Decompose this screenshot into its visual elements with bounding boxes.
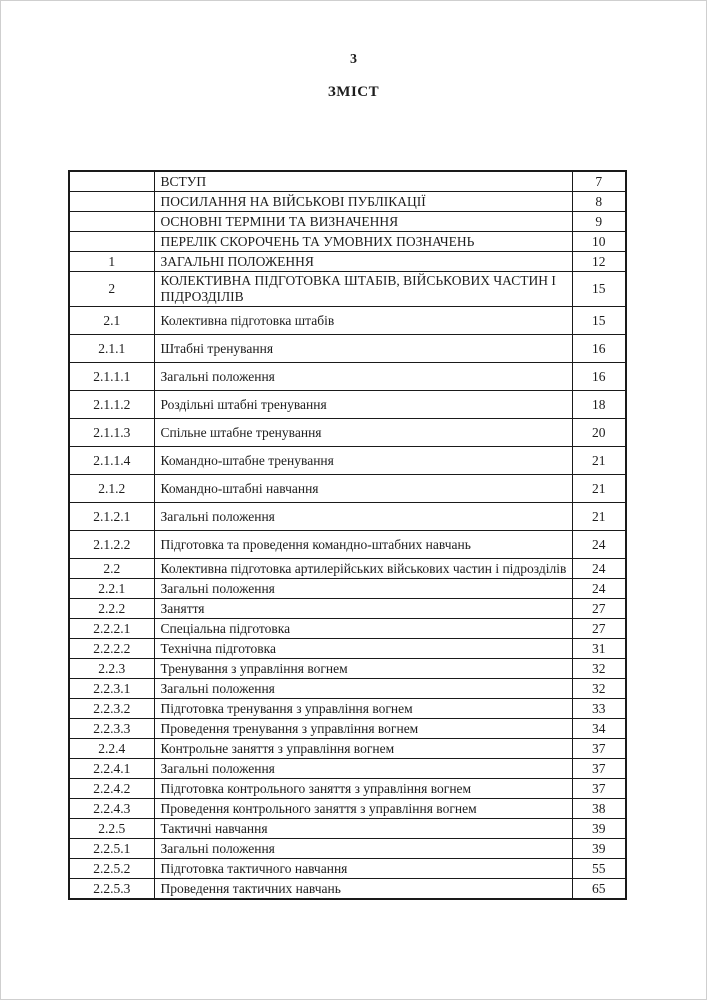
toc-title-cell: Підготовка контрольного заняття з управління вогнем bbox=[154, 779, 572, 799]
toc-page-cell: 7 bbox=[572, 171, 626, 192]
toc-num-cell: 2.2.4.2 bbox=[69, 779, 154, 799]
toc-row bbox=[69, 252, 626, 272]
toc-title-cell: Підготовка тактичного навчання bbox=[154, 859, 572, 879]
toc-num-cell: 2.2.2.1 bbox=[69, 619, 154, 639]
toc-title-cell: Технічна підготовка bbox=[154, 639, 572, 659]
toc-page-cell: 32 bbox=[572, 679, 626, 699]
toc-row bbox=[69, 171, 626, 192]
toc-num-cell: 2.2.5 bbox=[69, 819, 154, 839]
page-number: 3 bbox=[350, 52, 357, 67]
toc-title-cell: ЗАГАЛЬНІ ПОЛОЖЕННЯ bbox=[154, 252, 572, 272]
toc-page-cell: 24 bbox=[572, 531, 626, 559]
toc-page-cell: 55 bbox=[572, 859, 626, 879]
toc-table bbox=[68, 170, 627, 900]
toc-title-cell: Командно-штабні навчання bbox=[154, 475, 572, 503]
toc-title-cell: Загальні положення bbox=[154, 679, 572, 699]
toc-page-cell: 9 bbox=[572, 212, 626, 232]
toc-page-cell: 18 bbox=[572, 391, 626, 419]
toc-num-cell: 2.1.1.3 bbox=[69, 419, 154, 447]
toc-title-cell: ВСТУП bbox=[154, 171, 572, 192]
toc-page-cell: 38 bbox=[572, 799, 626, 819]
toc-title-cell: Загальні положення bbox=[154, 579, 572, 599]
toc-title-cell: КОЛЕКТИВНА ПІДГОТОВКА ШТАБІВ, ВІЙСЬКОВИХ ЧАСТИН І ПІДРОЗДІЛІВ bbox=[154, 272, 572, 307]
toc-page-cell: 27 bbox=[572, 599, 626, 619]
toc-page-cell: 39 bbox=[572, 839, 626, 859]
toc-row bbox=[69, 447, 626, 475]
toc-num-cell: 2.2 bbox=[69, 559, 154, 579]
toc-title-cell: Загальні положення bbox=[154, 759, 572, 779]
toc-row bbox=[69, 759, 626, 779]
toc-title-cell: ПОСИЛАННЯ НА ВІЙСЬКОВІ ПУБЛІКАЦІЇ bbox=[154, 192, 572, 212]
toc-title-cell: ПЕРЕЛІК СКОРОЧЕНЬ ТА УМОВНИХ ПОЗНАЧЕНЬ bbox=[154, 232, 572, 252]
toc-num-cell: 2.1.1.2 bbox=[69, 391, 154, 419]
toc-row bbox=[69, 779, 626, 799]
toc-title-cell: ОСНОВНІ ТЕРМІНИ ТА ВИЗНАЧЕННЯ bbox=[154, 212, 572, 232]
toc-num-cell: 2 bbox=[69, 272, 154, 307]
toc-title-cell: Проведення контрольного заняття з управління вогнем bbox=[154, 799, 572, 819]
toc-title-cell: Загальні положення bbox=[154, 839, 572, 859]
toc-page-cell: 16 bbox=[572, 335, 626, 363]
toc-num-cell: 2.2.4 bbox=[69, 739, 154, 759]
toc-num-cell bbox=[69, 171, 154, 192]
toc-title-cell: Роздільні штабні тренування bbox=[154, 391, 572, 419]
toc-title-cell: Загальні положення bbox=[154, 503, 572, 531]
toc-page-cell: 15 bbox=[572, 272, 626, 307]
toc-row bbox=[69, 859, 626, 879]
toc-page-cell: 10 bbox=[572, 232, 626, 252]
toc-title-cell: Проведення тренування з управління вогнем bbox=[154, 719, 572, 739]
toc-page-cell: 20 bbox=[572, 419, 626, 447]
toc-row bbox=[69, 699, 626, 719]
toc-num-cell: 2.2.3 bbox=[69, 659, 154, 679]
toc-row bbox=[69, 799, 626, 819]
toc-page-cell: 16 bbox=[572, 363, 626, 391]
toc-page-cell: 12 bbox=[572, 252, 626, 272]
toc-title-cell: Контрольне заняття з управління вогнем bbox=[154, 739, 572, 759]
toc-row bbox=[69, 559, 626, 579]
toc-num-cell: 2.1.1.1 bbox=[69, 363, 154, 391]
toc-num-cell: 2.2.5.1 bbox=[69, 839, 154, 859]
toc-title-cell: Тактичні навчання bbox=[154, 819, 572, 839]
toc-title-cell: Загальні положення bbox=[154, 363, 572, 391]
toc-row bbox=[69, 879, 626, 900]
toc-title-cell: Тренування з управління вогнем bbox=[154, 659, 572, 679]
toc-row bbox=[69, 192, 626, 212]
toc-page-cell: 34 bbox=[572, 719, 626, 739]
toc-num-cell: 1 bbox=[69, 252, 154, 272]
toc-num-cell: 2.1.2.1 bbox=[69, 503, 154, 531]
toc-row bbox=[69, 503, 626, 531]
toc-page-cell: 15 bbox=[572, 307, 626, 335]
toc-row bbox=[69, 419, 626, 447]
toc-num-cell: 2.2.5.2 bbox=[69, 859, 154, 879]
toc-row bbox=[69, 212, 626, 232]
toc-num-cell bbox=[69, 212, 154, 232]
toc-num-cell: 2.2.2.2 bbox=[69, 639, 154, 659]
toc-row bbox=[69, 819, 626, 839]
toc-page-cell: 65 bbox=[572, 879, 626, 900]
toc-row bbox=[69, 719, 626, 739]
toc-row bbox=[69, 531, 626, 559]
toc-title-cell: Спільне штабне тренування bbox=[154, 419, 572, 447]
toc-num-cell: 2.1.2 bbox=[69, 475, 154, 503]
toc-title-cell: Заняття bbox=[154, 599, 572, 619]
toc-body bbox=[69, 171, 626, 899]
toc-title-cell: Командно-штабне тренування bbox=[154, 447, 572, 475]
doc-title: ЗМІСТ bbox=[327, 84, 380, 100]
toc-title-cell: Спеціальна підготовка bbox=[154, 619, 572, 639]
toc-num-cell: 2.2.3.3 bbox=[69, 719, 154, 739]
toc-title-cell: Підготовка та проведення командно-штабних навчань bbox=[154, 531, 572, 559]
toc-row bbox=[69, 579, 626, 599]
toc-row bbox=[69, 391, 626, 419]
toc-num-cell: 2.2.3.1 bbox=[69, 679, 154, 699]
toc-page-cell: 37 bbox=[572, 779, 626, 799]
toc-num-cell: 2.1.1 bbox=[69, 335, 154, 363]
toc-num-cell: 2.2.1 bbox=[69, 579, 154, 599]
toc-num-cell: 2.2.3.2 bbox=[69, 699, 154, 719]
toc-row bbox=[69, 619, 626, 639]
toc-page-cell: 27 bbox=[572, 619, 626, 639]
toc-num-cell bbox=[69, 192, 154, 212]
toc-title-cell: Колективна підготовка артилерійських військових частин і підрозділів bbox=[154, 559, 572, 579]
toc-row bbox=[69, 739, 626, 759]
toc-row bbox=[69, 475, 626, 503]
toc-row bbox=[69, 363, 626, 391]
toc-row bbox=[69, 307, 626, 335]
toc-num-cell: 2.2.4.3 bbox=[69, 799, 154, 819]
toc-num-cell bbox=[69, 232, 154, 252]
toc-row bbox=[69, 272, 626, 307]
toc-row bbox=[69, 659, 626, 679]
toc-row bbox=[69, 839, 626, 859]
toc-row bbox=[69, 599, 626, 619]
toc-page-cell: 21 bbox=[572, 475, 626, 503]
toc-page-cell: 24 bbox=[572, 559, 626, 579]
toc-title-cell: Проведення тактичних навчань bbox=[154, 879, 572, 900]
toc-page-cell: 31 bbox=[572, 639, 626, 659]
toc-row bbox=[69, 335, 626, 363]
toc-row bbox=[69, 679, 626, 699]
toc-page-cell: 37 bbox=[572, 759, 626, 779]
toc-page-cell: 33 bbox=[572, 699, 626, 719]
toc-title-cell: Колективна підготовка штабів bbox=[154, 307, 572, 335]
toc-row bbox=[69, 639, 626, 659]
toc-title-cell: Штабні тренування bbox=[154, 335, 572, 363]
toc-page-cell: 24 bbox=[572, 579, 626, 599]
toc-title-cell: Підготовка тренування з управління вогнем bbox=[154, 699, 572, 719]
toc-num-cell: 2.1.1.4 bbox=[69, 447, 154, 475]
toc-page-cell: 32 bbox=[572, 659, 626, 679]
toc-page-cell: 39 bbox=[572, 819, 626, 839]
toc-num-cell: 2.2.4.1 bbox=[69, 759, 154, 779]
toc-num-cell: 2.2.2 bbox=[69, 599, 154, 619]
toc-page-cell: 21 bbox=[572, 447, 626, 475]
toc-page-cell: 21 bbox=[572, 503, 626, 531]
toc-row bbox=[69, 232, 626, 252]
toc-num-cell: 2.1 bbox=[69, 307, 154, 335]
toc-page-cell: 8 bbox=[572, 192, 626, 212]
toc-page-cell: 37 bbox=[572, 739, 626, 759]
toc-num-cell: 2.2.5.3 bbox=[69, 879, 154, 900]
toc-num-cell: 2.1.2.2 bbox=[69, 531, 154, 559]
